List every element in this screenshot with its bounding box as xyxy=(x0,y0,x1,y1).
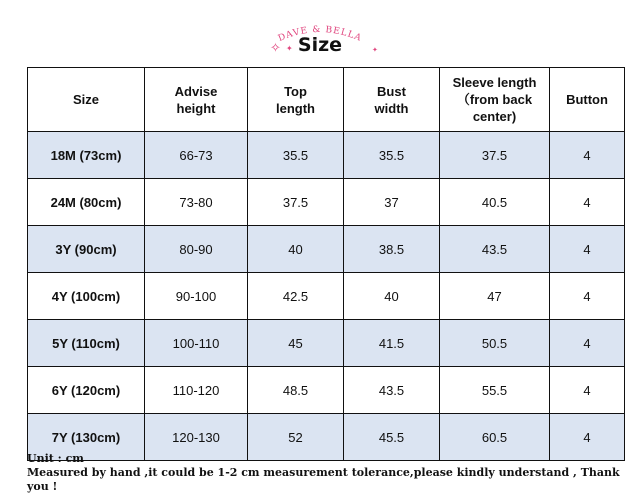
header-line: Size xyxy=(72,92,99,107)
page-title: Size xyxy=(297,34,343,56)
cell-advise-height: 100-110 xyxy=(145,320,248,367)
cell-sleeve-length: 55.5 xyxy=(440,367,550,414)
column-header-button xyxy=(550,68,625,132)
cell-bust-width: 38.5 xyxy=(344,226,440,273)
tolerance-note: Measured by hand ,it could be 1-2 cm measurement tolerance,please kindly understand , Thank you ! xyxy=(27,466,620,493)
cell-top-length: 52 xyxy=(248,414,344,461)
cell-bust-width: 45.5 xyxy=(344,414,440,461)
cell-size: 7Y (130cm) xyxy=(28,414,145,461)
cell-bust-width: 43.5 xyxy=(344,367,440,414)
column-header-sleeve-length xyxy=(440,68,550,132)
cell-bust-width: 37 xyxy=(344,179,440,226)
cell-size: 24M (80cm) xyxy=(28,179,145,226)
header-line: Button xyxy=(566,92,608,107)
cell-sleeve-length: 37.5 xyxy=(440,132,550,179)
cell-button: 4 xyxy=(550,367,625,414)
cell-bust-width: 41.5 xyxy=(344,320,440,367)
cell-sleeve-length: 47 xyxy=(440,273,550,320)
cell-button: 4 xyxy=(550,226,625,273)
cell-button: 4 xyxy=(550,179,625,226)
cell-bust-width: 35.5 xyxy=(344,132,440,179)
cell-button: 4 xyxy=(550,414,625,461)
column-header-bust-width xyxy=(344,68,440,132)
cell-bust-width: 40 xyxy=(344,273,440,320)
cell-top-length: 45 xyxy=(248,320,344,367)
sparkle-icon: ✦ xyxy=(372,47,378,54)
cell-top-length: 37.5 xyxy=(248,179,344,226)
cell-sleeve-length: 43.5 xyxy=(440,226,550,273)
cell-advise-height: 110-120 xyxy=(145,367,248,414)
cell-size: 4Y (100cm) xyxy=(28,273,145,320)
sparkle-icon: ✧ xyxy=(270,40,281,55)
header-line: center) xyxy=(472,109,517,124)
sparkle-icon: ✦ xyxy=(286,44,293,53)
cell-advise-height: 73-80 xyxy=(145,179,248,226)
cell-sleeve-length: 50.5 xyxy=(440,320,550,367)
cell-top-length: 35.5 xyxy=(248,132,344,179)
cell-advise-height: 66-73 xyxy=(145,132,248,179)
table-row xyxy=(28,320,625,367)
cell-size: 5Y (110cm) xyxy=(28,320,145,367)
cell-size: 18M (73cm) xyxy=(28,132,145,179)
table-row xyxy=(28,179,625,226)
footer-notes xyxy=(27,452,637,494)
header-line: Sleeve length xyxy=(452,75,537,90)
header-line: length xyxy=(276,100,315,116)
table-row xyxy=(28,273,625,320)
brand-name: DAVE & BELLA xyxy=(276,24,364,44)
table-row xyxy=(28,367,625,414)
header-line: width xyxy=(374,100,409,116)
header-line: height xyxy=(176,100,216,116)
column-header-advise-height xyxy=(145,68,248,132)
column-header-top-length xyxy=(248,68,344,132)
cell-button: 4 xyxy=(550,320,625,367)
cell-advise-height: 90-100 xyxy=(145,273,248,320)
unit-note: Unit : cm xyxy=(27,452,84,465)
cell-advise-height: 80-90 xyxy=(145,226,248,273)
table-row xyxy=(28,132,625,179)
cell-button: 4 xyxy=(550,132,625,179)
cell-button: 4 xyxy=(550,273,625,320)
table-row xyxy=(28,226,625,273)
cell-size: 3Y (90cm) xyxy=(28,226,145,273)
header-line: Advise xyxy=(174,83,218,99)
cell-sleeve-length: 40.5 xyxy=(440,179,550,226)
cell-top-length: 48.5 xyxy=(248,367,344,414)
cell-sleeve-length: 60.5 xyxy=(440,414,550,461)
cell-size: 6Y (120cm) xyxy=(28,367,145,414)
header-line: Top xyxy=(284,83,307,99)
cell-top-length: 42.5 xyxy=(248,273,344,320)
header-line: Bust xyxy=(377,83,406,99)
column-header-size xyxy=(28,68,145,132)
cell-top-length: 40 xyxy=(248,226,344,273)
size-table xyxy=(27,67,625,461)
header-line: （from back xyxy=(456,92,533,107)
table-header-row xyxy=(28,68,625,132)
cell-advise-height: 120-130 xyxy=(145,414,248,461)
